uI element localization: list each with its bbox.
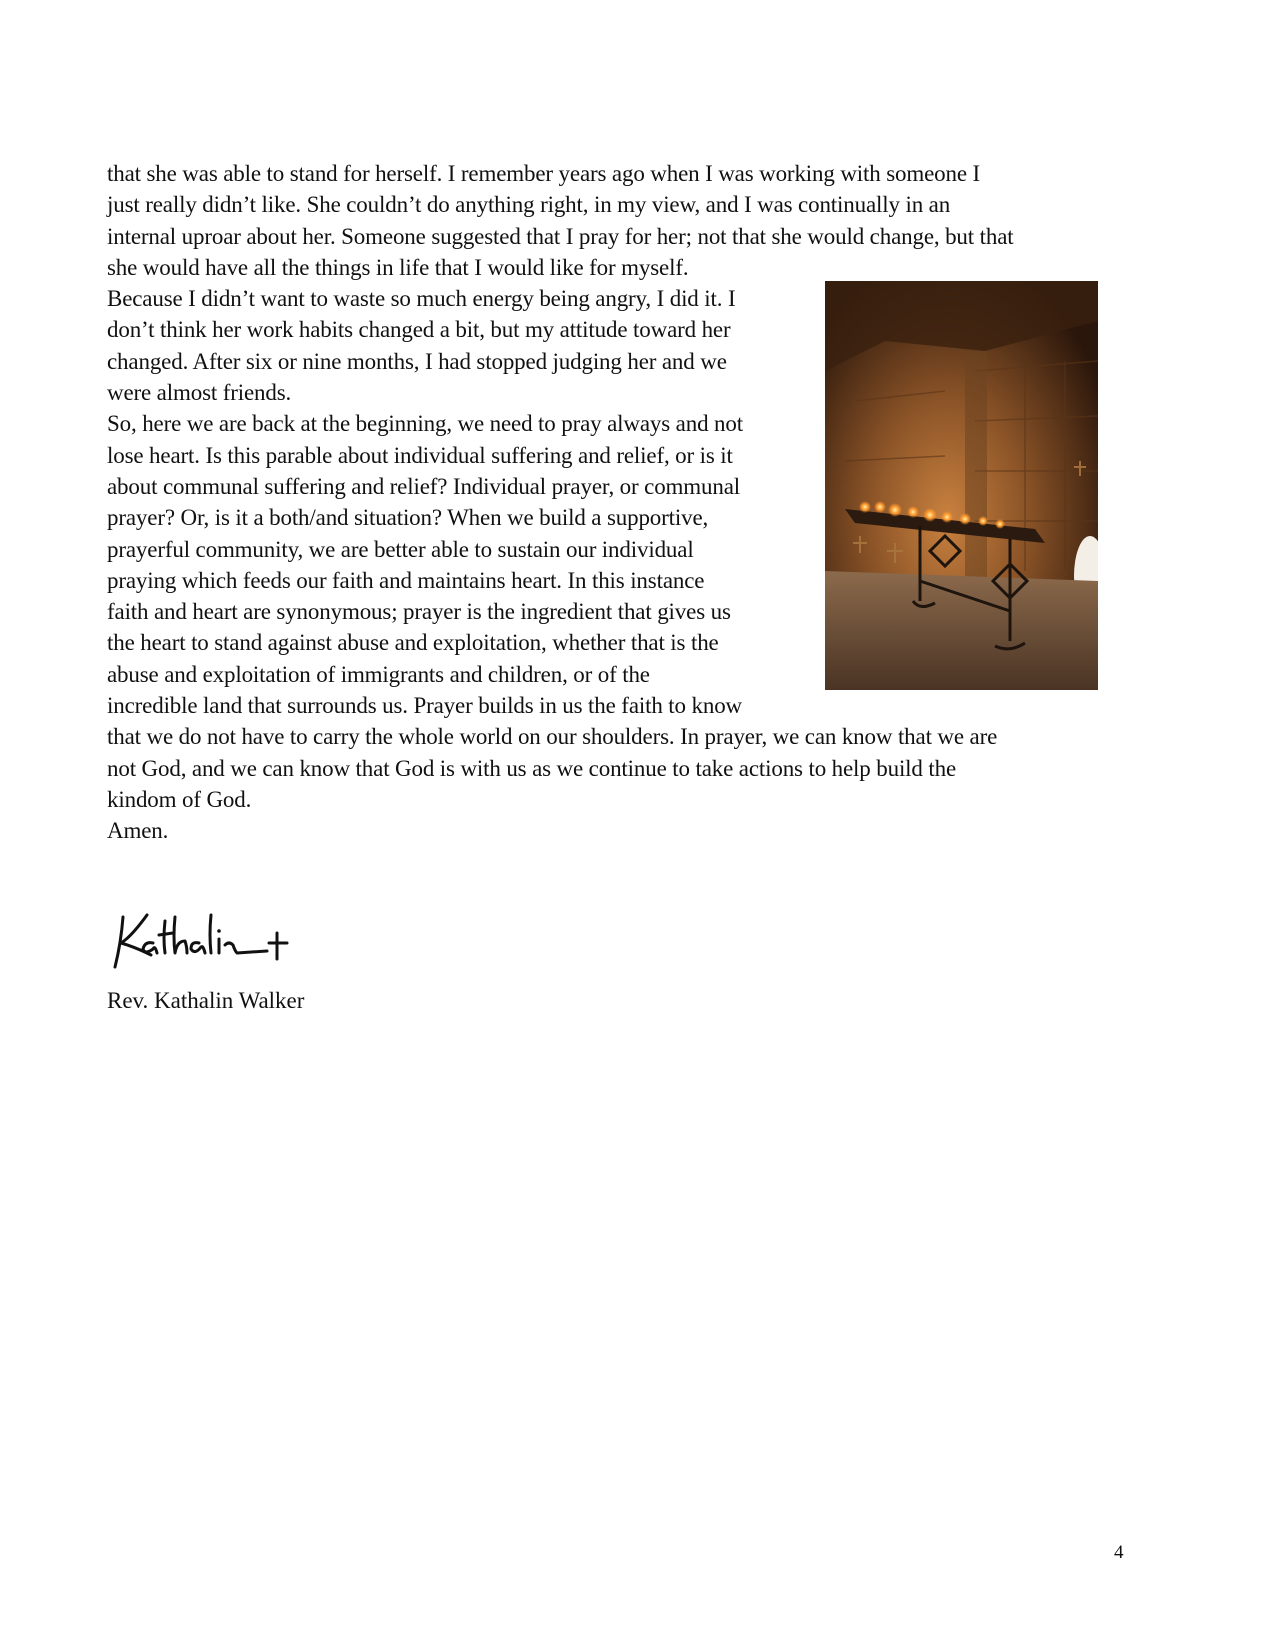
body-line: she would have all the things in life that I would like for myself. <box>107 254 689 280</box>
body-line: that she was able to stand for herself. I remember years ago when I was working with someone I <box>107 161 981 186</box>
body-line: internal uproar about her. Someone suggested that I pray for her; not that she would change, but that <box>107 223 1014 249</box>
body-line: not God, and we can know that God is with us as we continue to take actions to help build the <box>107 755 957 781</box>
page-number: 4 <box>1114 1542 1124 1563</box>
body-line: lose heart. Is this parable about individual suffering and relief, or is it <box>107 442 733 468</box>
body-line: about communal suffering and relief? Individual prayer, or communal <box>107 473 741 499</box>
amen-line: Amen. <box>107 818 169 844</box>
body-line: were almost friends. <box>107 380 292 406</box>
handwritten-signature <box>107 903 292 975</box>
body-line: prayerful community, we are better able to sustain our individual <box>107 536 694 562</box>
body-line: faith and heart are synonymous; prayer is the ingredient that gives us <box>107 599 731 625</box>
signatory-name: Rev. Kathalin Walker <box>107 988 305 1013</box>
body-line: changed. After six or nine months, I had stopped judging her and we <box>107 348 727 374</box>
body-line: prayer? Or, is it a both/and situation? When we build a supportive, <box>107 505 709 531</box>
body-line: just really didn’t like. She couldn’t do anything right, in my view, and I was continually in an <box>107 192 951 218</box>
body-line: Because I didn’t want to waste so much energy being angry, I did it. I <box>107 286 736 312</box>
body-line: So, here we are back at the beginning, we need to pray always and not <box>107 411 743 437</box>
body-line: praying which feeds our faith and maintains heart. In this instance <box>107 567 705 593</box>
body-line: the heart to stand against abuse and exploitation, whether that is the <box>107 630 719 656</box>
candle-stand-photo <box>825 281 1098 690</box>
body-line: incredible land that surrounds us. Prayer builds in us the faith to know <box>107 693 743 719</box>
body-line: abuse and exploitation of immigrants and children, or of the <box>107 661 650 687</box>
body-line: that we do not have to carry the whole world on our shoulders. In prayer, we can know that we are <box>107 724 998 750</box>
body-line: don’t think her work habits changed a bit, but my attitude toward her <box>107 317 731 343</box>
body-line: kindom of God. <box>107 786 252 812</box>
